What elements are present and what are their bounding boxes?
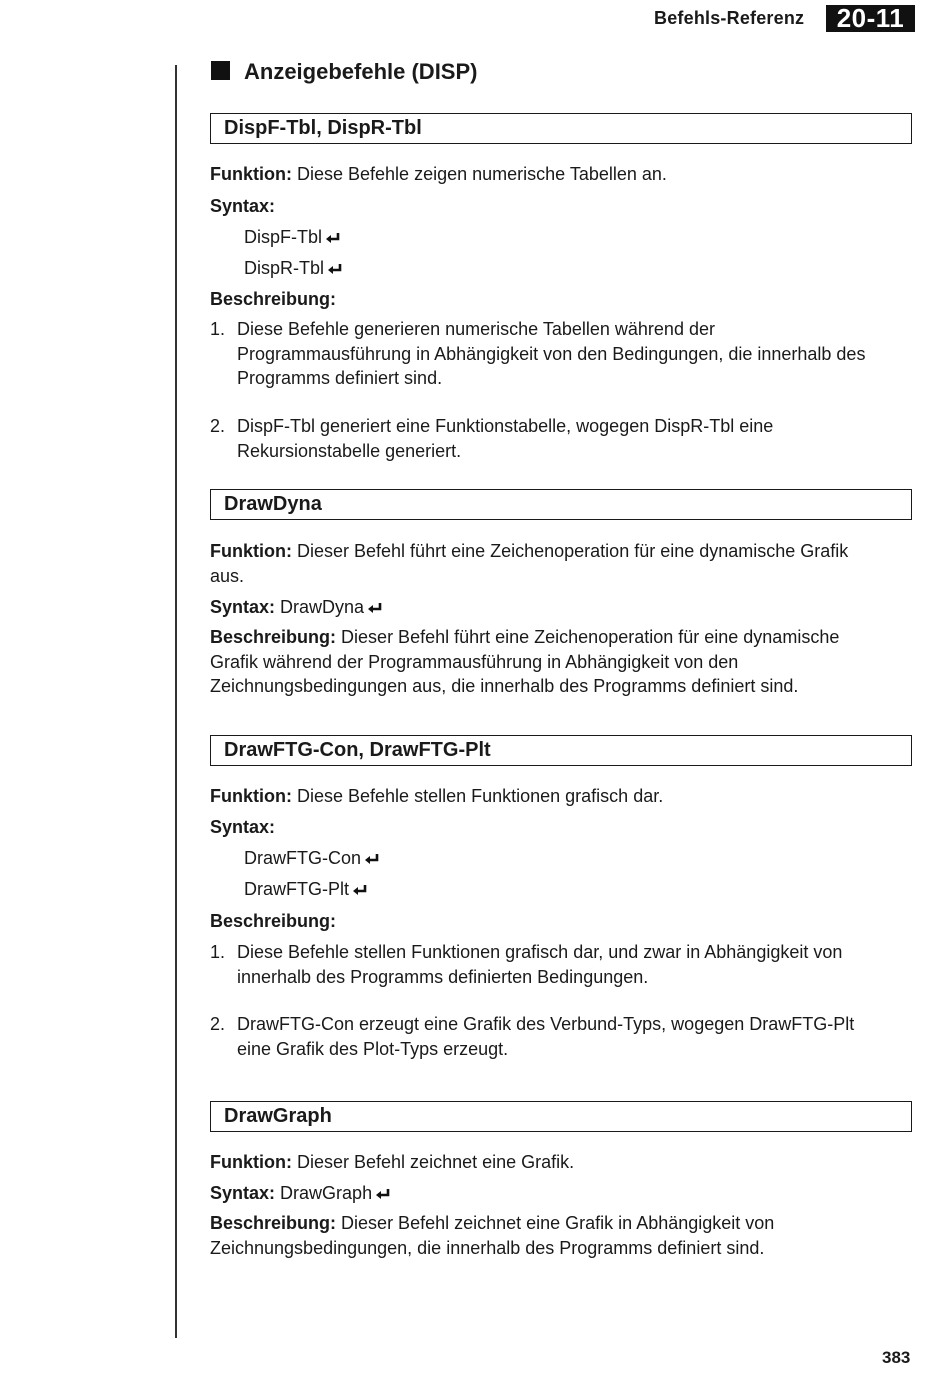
funktion-text: Dieser Befehl zeichnet eine Grafik.	[297, 1152, 575, 1172]
funktion-label: Funktion:	[210, 164, 292, 184]
item-line: Diese Befehle generieren numerische Tabellen während der	[237, 319, 715, 339]
item-line: Programmausführung in Abhängigkeit von den Bedingungen, die innerhalb des	[237, 343, 866, 364]
command-title: DrawFTG-Con, DrawFTG-Plt	[224, 739, 491, 761]
funktion-line	[210, 162, 915, 187]
item-line: innerhalb des Programms definierten Bedingungen.	[237, 966, 649, 987]
syntax-label: Syntax:	[210, 597, 276, 617]
funktion-label: Funktion:	[210, 541, 292, 561]
beschreibung-block	[210, 625, 915, 699]
beschreibung-label: Beschreibung:	[210, 911, 337, 931]
beschreibung-label: Beschreibung:	[210, 627, 337, 647]
enter-key-icon	[367, 602, 383, 614]
chapter-page-badge: 20-11	[826, 5, 915, 32]
command-title-box	[210, 735, 912, 766]
beschreibung-text: Dieser Befehl führt eine Zeichenoperation für eine dynamische	[341, 627, 840, 647]
syntax-line: DispF-Tbl	[244, 225, 341, 249]
command-title-box	[210, 1101, 912, 1132]
syntax-label: Syntax:	[210, 196, 276, 216]
syntax-label: Syntax:	[210, 1183, 276, 1203]
funktion-block	[210, 539, 915, 588]
funktion-text: Dieser Befehl führt eine Zeichenoperation für eine dynamische Grafik	[297, 541, 849, 561]
page-number: 383	[882, 1348, 911, 1367]
syntax-text: DrawDyna	[280, 597, 365, 617]
syntax-line: DrawFTG-Plt	[244, 877, 368, 901]
funktion-text: aus.	[210, 565, 245, 586]
syntax-line	[210, 1181, 915, 1206]
funktion-label: Funktion:	[210, 786, 292, 806]
section-heading	[211, 59, 477, 85]
margin-rule	[175, 65, 177, 1338]
beschreibung-label: Beschreibung:	[210, 289, 337, 309]
running-header-title: Befehls-Referenz	[654, 8, 805, 28]
command-title: DispF-Tbl, DispR-Tbl	[224, 117, 422, 139]
item-line: Diese Befehle stellen Funktionen grafisch dar, und zwar in Abhängigkeit von	[237, 942, 843, 962]
command-title: DrawDyna	[224, 493, 322, 515]
syntax-line	[210, 595, 915, 620]
item-number: 2.	[210, 1014, 226, 1034]
enter-key-icon	[364, 853, 380, 865]
enter-key-icon	[352, 884, 368, 896]
syntax-text: DrawGraph	[280, 1183, 373, 1203]
beschreibung-text: Zeichnungsbedingungen aus, die innerhalb des Programms definiert sind.	[210, 676, 799, 696]
item-line: Programms definiert sind.	[237, 368, 443, 388]
beschreibung-text: Dieser Befehl zeichnet eine Grafik in Abhängigkeit von	[341, 1213, 775, 1233]
item-line: DispF-Tbl generiert eine Funktionstabelle, wogegen DispR-Tbl eine	[237, 416, 774, 436]
enter-key-icon	[325, 232, 341, 244]
item-line: DrawFTG-Con erzeugt eine Grafik des Verbund-Typs, wogegen DrawFTG-Plt	[237, 1014, 855, 1034]
item-line: eine Grafik des Plot-Typs erzeugt.	[237, 1038, 509, 1059]
item-number: 2.	[210, 416, 226, 436]
funktion-text: Diese Befehle zeigen numerische Tabellen an.	[297, 164, 667, 184]
square-bullet-icon	[211, 61, 230, 80]
beschreibung-text: Zeichnungsbedingungen, die innerhalb des Programms definiert sind.	[210, 1237, 765, 1258]
funktion-label: Funktion:	[210, 1152, 292, 1172]
command-title-box	[210, 113, 912, 144]
section-heading-text: Anzeigebefehle (DISP)	[244, 59, 478, 84]
enter-key-icon	[327, 263, 343, 275]
funktion-text: Diese Befehle stellen Funktionen grafisch dar.	[297, 786, 664, 806]
item-number: 1.	[210, 319, 226, 339]
syntax-line: DrawFTG-Con	[244, 846, 380, 870]
beschreibung-label: Beschreibung:	[210, 1213, 337, 1233]
enter-key-icon	[375, 1188, 391, 1200]
funktion-line	[210, 784, 915, 809]
command-title-box	[210, 489, 912, 520]
beschreibung-text: Grafik während der Programmausführung in Abhängigkeit von den	[210, 651, 739, 672]
beschreibung-block	[210, 1211, 915, 1260]
syntax-line: DispR-Tbl	[244, 256, 343, 280]
command-title: DrawGraph	[224, 1105, 332, 1127]
item-number: 1.	[210, 942, 226, 962]
item-line: Rekursionstabelle generiert.	[237, 440, 462, 461]
syntax-label: Syntax:	[210, 817, 276, 837]
funktion-line	[210, 1150, 915, 1175]
